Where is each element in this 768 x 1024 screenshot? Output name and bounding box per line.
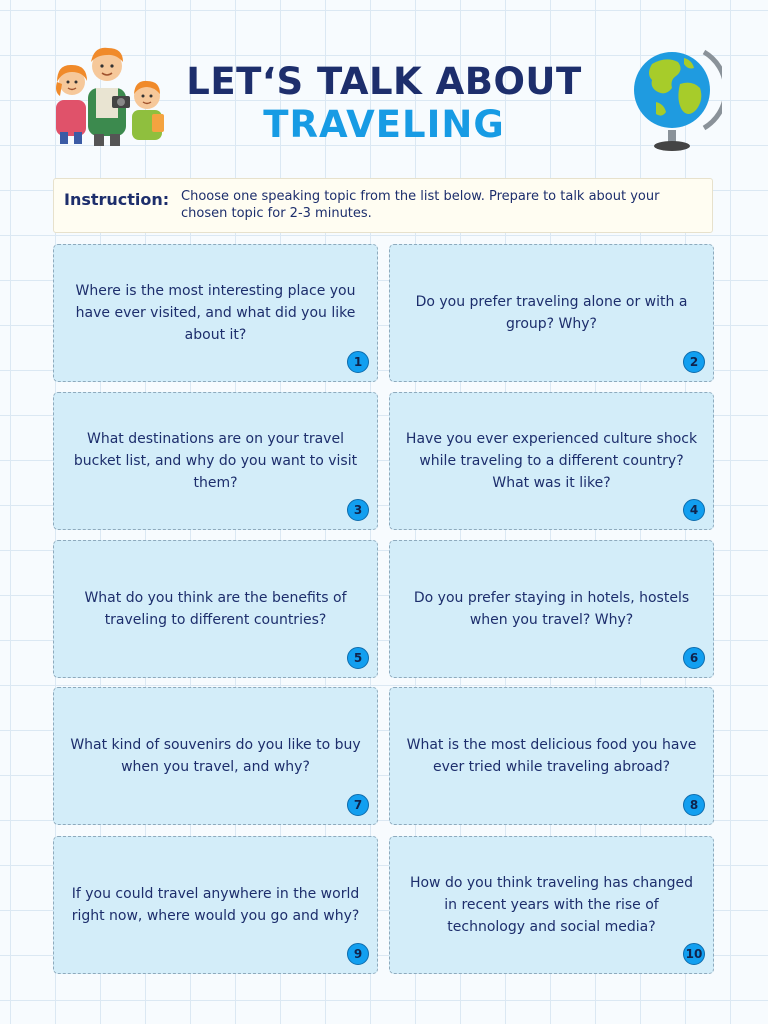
- topic-card-2: [389, 244, 714, 382]
- page-header: [0, 0, 768, 170]
- topic-number-badge: 3: [347, 499, 369, 521]
- topic-question: What kind of souvenirs do you like to buy when you travel, and why?: [70, 737, 361, 775]
- topic-question: What is the most delicious food you have ever tried while traveling abroad?: [406, 737, 697, 775]
- topic-number-badge: 7: [347, 794, 369, 816]
- topic-question: Where is the most interesting place you have ever visited, and what did you like about it?: [75, 283, 356, 343]
- instruction-text: Choose one speaking topic from the list below. Prepare to talk about your chosen topic for 2-3 minutes.: [181, 189, 660, 221]
- topic-card-1: [53, 244, 378, 382]
- topic-question: If you could travel anywhere in the world right now, where would you go and why?: [71, 886, 360, 924]
- topic-card-5: [53, 540, 378, 678]
- topic-number-badge: 5: [347, 647, 369, 669]
- topic-question: What destinations are on your travel bucket list, and why do you want to visit them?: [73, 431, 358, 491]
- topic-card-7: [53, 687, 378, 825]
- topic-card-3: [53, 392, 378, 530]
- globe-icon: [626, 44, 722, 156]
- topic-number-badge: 8: [683, 794, 705, 816]
- topic-question: What do you think are the benefits of traveling to different countries?: [84, 590, 347, 628]
- topic-number-badge: 10: [683, 943, 705, 965]
- topic-question: Have you ever experienced culture shock while traveling to a different country? What was it like?: [405, 431, 698, 491]
- topic-card-10: [389, 836, 714, 974]
- topic-question: How do you think traveling has changed in recent years with the rise of technology and social media?: [409, 875, 694, 935]
- topic-number-badge: 4: [683, 499, 705, 521]
- topic-number-badge: 9: [347, 943, 369, 965]
- instruction-label: Instruction:: [64, 190, 170, 209]
- topic-number-badge: 6: [683, 647, 705, 669]
- topic-card-9: [53, 836, 378, 974]
- page-title-line2: TRAVELING: [263, 103, 505, 146]
- topic-card-8: [389, 687, 714, 825]
- topic-card-4: [389, 392, 714, 530]
- topic-number-badge: 2: [683, 351, 705, 373]
- page-title-line1: LET‘S TALK ABOUT: [186, 60, 582, 103]
- topic-question: Do you prefer traveling alone or with a group? Why?: [415, 294, 688, 332]
- topic-question: Do you prefer staying in hotels, hostels when you travel? Why?: [413, 590, 690, 628]
- topic-card-6: [389, 540, 714, 678]
- instruction-box: [53, 178, 713, 233]
- topic-number-badge: 1: [347, 351, 369, 373]
